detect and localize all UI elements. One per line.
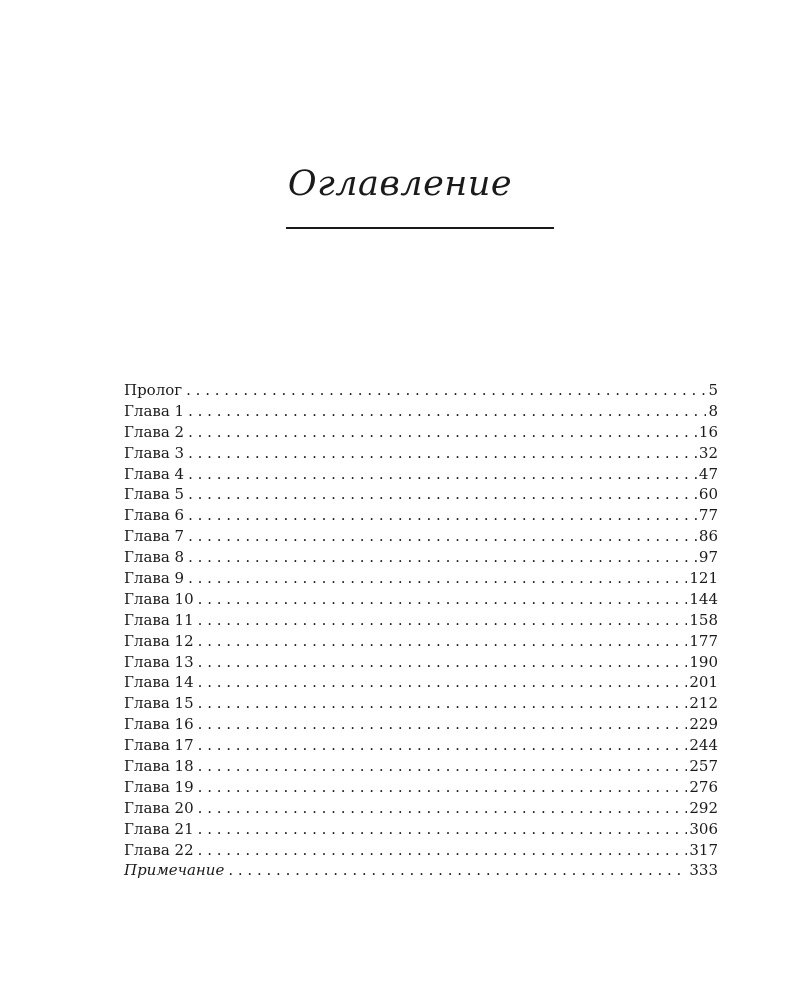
toc-entry-page-number: 177 <box>689 631 718 650</box>
toc-entry[interactable] <box>124 568 718 589</box>
toc-dot-leader <box>184 526 697 547</box>
toc-entry-page-number: 190 <box>689 652 718 671</box>
toc-dot-leader <box>194 652 688 673</box>
toc-entry-label: Пролог <box>124 381 183 399</box>
toc-entry-page-number: 212 <box>689 694 718 713</box>
toc-entry-page-number: 8 <box>708 401 718 420</box>
toc-dot-leader <box>184 464 697 485</box>
toc-dot-leader <box>194 631 688 652</box>
toc-entry-label: Глава 19 <box>124 777 194 796</box>
toc-dot-leader <box>194 610 688 631</box>
toc-entry[interactable] <box>124 589 718 610</box>
toc-entry-label: Глава 8 <box>124 548 185 567</box>
toc-entry-label: Глава 17 <box>124 736 194 755</box>
toc-dot-leader <box>184 422 697 443</box>
toc-entry[interactable] <box>124 464 718 485</box>
toc-dot-leader <box>194 819 688 840</box>
toc-entry-page-number: 47 <box>698 464 718 483</box>
toc-dot-leader <box>194 777 688 798</box>
toc-entry-page-number: 32 <box>698 443 718 462</box>
toc-entry-page-number: 77 <box>698 506 718 525</box>
toc-entry-label: Глава 4 <box>124 464 185 483</box>
toc-entry-label: Глава 20 <box>124 798 194 817</box>
toc-entry[interactable] <box>124 443 718 464</box>
table-of-contents <box>124 380 718 881</box>
toc-entry-label: Глава 11 <box>124 610 194 629</box>
toc-entry[interactable] <box>124 484 718 505</box>
toc-entry-label: Глава 22 <box>124 840 194 859</box>
toc-entry[interactable] <box>124 652 718 673</box>
toc-entry[interactable] <box>124 631 718 652</box>
toc-entry-page-number: 158 <box>689 610 718 629</box>
toc-entry-label: Примечание <box>124 861 225 880</box>
toc-dot-leader <box>194 714 688 735</box>
toc-entry[interactable] <box>124 672 718 693</box>
toc-entry[interactable] <box>124 798 718 819</box>
toc-dot-leader <box>184 568 687 589</box>
toc-entry-label: Глава 14 <box>124 673 194 692</box>
toc-entry[interactable] <box>124 547 718 568</box>
toc-entry[interactable] <box>124 735 718 756</box>
toc-entry-label: Глава 7 <box>124 527 185 546</box>
toc-entry[interactable] <box>124 526 718 547</box>
toc-entry-label: Глава 5 <box>124 485 185 504</box>
page-title: Оглавление <box>287 164 513 204</box>
title-underline <box>286 227 554 229</box>
toc-dot-leader <box>194 756 688 777</box>
toc-entry-label: Глава 3 <box>124 443 185 462</box>
toc-entry[interactable] <box>124 756 718 777</box>
toc-entry-page-number: 86 <box>698 527 718 546</box>
toc-dot-leader <box>194 735 688 756</box>
toc-entry[interactable] <box>124 380 718 401</box>
toc-dot-leader <box>184 443 697 464</box>
toc-entry-page-number: 16 <box>698 422 718 441</box>
toc-entry-label: Глава 15 <box>124 694 194 713</box>
toc-entry[interactable] <box>124 777 718 798</box>
toc-entry-label: Глава 2 <box>124 422 185 441</box>
toc-entry-page-number: 5 <box>708 381 718 399</box>
toc-dot-leader <box>194 693 688 714</box>
toc-entry-page-number: 60 <box>698 485 718 504</box>
toc-dot-leader <box>194 840 688 861</box>
toc-entry[interactable] <box>124 714 718 735</box>
toc-entry[interactable] <box>124 505 718 526</box>
toc-dot-leader <box>184 547 697 568</box>
toc-dot-leader <box>194 672 688 693</box>
toc-entry[interactable] <box>124 860 718 881</box>
toc-entry-page-number: 276 <box>689 777 718 796</box>
toc-dot-leader <box>194 589 688 610</box>
toc-dot-leader <box>224 860 687 881</box>
toc-entry-label: Глава 21 <box>124 819 194 838</box>
toc-dot-leader <box>184 401 706 422</box>
toc-entry-page-number: 292 <box>689 798 718 817</box>
toc-entry-label: Глава 12 <box>124 631 194 650</box>
toc-entry-label: Глава 18 <box>124 757 194 776</box>
toc-entry-page-number: 229 <box>689 715 718 734</box>
toc-entry[interactable] <box>124 422 718 443</box>
toc-dot-leader <box>182 380 706 401</box>
toc-entry-label: Глава 6 <box>124 506 185 525</box>
toc-entry-page-number: 333 <box>689 861 718 880</box>
toc-dot-leader <box>184 484 697 505</box>
toc-entry-page-number: 317 <box>689 840 718 859</box>
toc-entry[interactable] <box>124 840 718 861</box>
toc-entry-label: Глава 13 <box>124 652 194 671</box>
toc-entry[interactable] <box>124 819 718 840</box>
toc-entry-label: Глава 9 <box>124 569 185 588</box>
toc-dot-leader <box>194 798 688 819</box>
toc-entry[interactable] <box>124 401 718 422</box>
toc-entry[interactable] <box>124 610 718 631</box>
toc-entry-page-number: 97 <box>698 548 718 567</box>
toc-entry-page-number: 244 <box>689 736 718 755</box>
toc-entry-label: Глава 1 <box>124 401 185 420</box>
toc-entry-label: Глава 10 <box>124 589 194 608</box>
toc-entry-label: Глава 16 <box>124 715 194 734</box>
toc-entry-page-number: 257 <box>689 757 718 776</box>
toc-entry[interactable] <box>124 693 718 714</box>
toc-entry-page-number: 306 <box>689 819 718 838</box>
toc-entry-page-number: 201 <box>689 673 718 692</box>
toc-dot-leader <box>184 505 697 526</box>
toc-entry-page-number: 144 <box>689 589 718 608</box>
toc-entry-page-number: 121 <box>689 569 718 588</box>
